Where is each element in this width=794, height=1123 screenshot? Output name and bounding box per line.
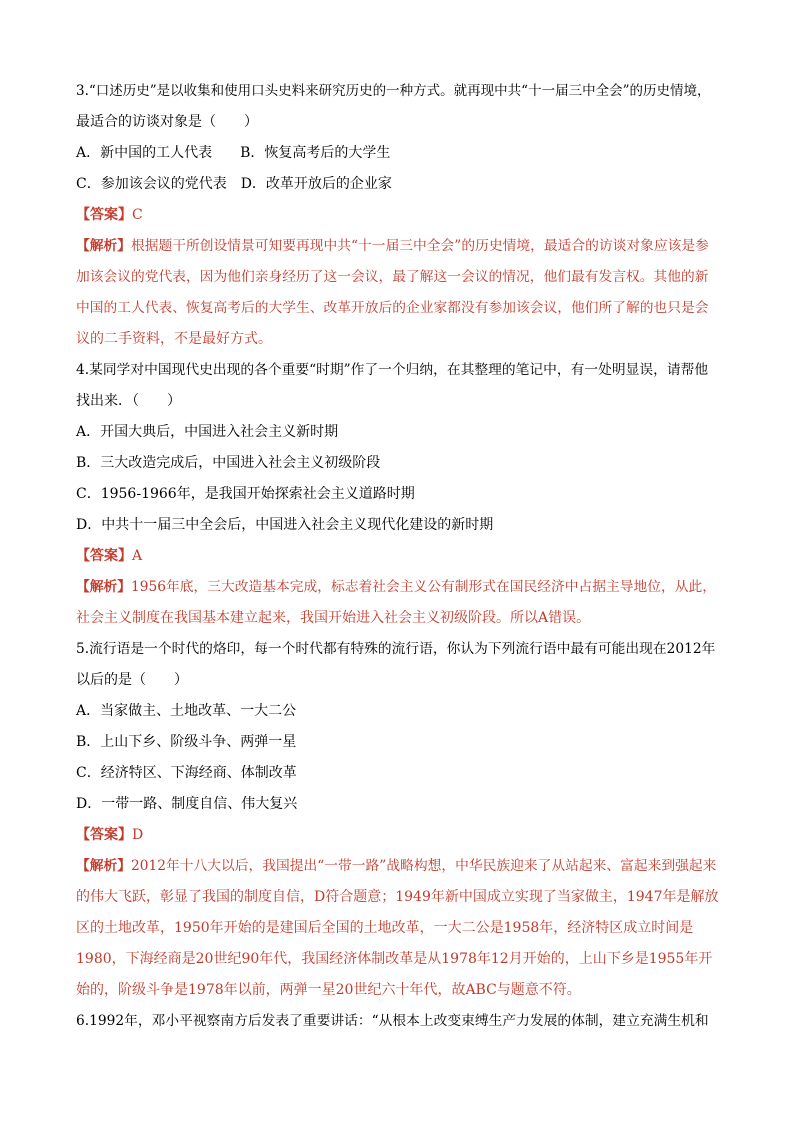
q6-stem: 6.1992年，邓小平视察南方后发表了重要讲话：“从根本上改变束缚生产力发展的体制，建立充满生机和 (76, 1013, 709, 1029)
analysis-label: 【解析】 (76, 579, 132, 595)
q4-stem: 4.某同学对中国现代史出现的各个重要“时期”作了一个归纳，在其整理的笔记中，有一处明显误，请帮他 (76, 362, 709, 378)
q5-analysis: 的伟大飞跃，彰显了我国的制度自信，D符合题意；1949年新中国成立实现了当家做主，1947年是解放 (76, 889, 719, 905)
q4-answer (76, 541, 718, 572)
q3-analysis: 中国的工人代表、恢复高考后的大学生、改革开放后的企业家都没有参加该会议，他们所了解的也只是会 (76, 300, 709, 316)
analysis-text: 1956年底，三大改造基本完成，标志着社会主义公有制形式在国民经济中占据主导地位，从此， (131, 579, 717, 595)
document-page (76, 76, 718, 1037)
analysis-label: 【解析】 (76, 858, 132, 874)
q3-analysis: 议的二手资料，不是最好方式。 (76, 331, 272, 347)
q3-analysis (76, 231, 718, 262)
q5-analysis: 1980，下海经商是20世纪90年代，我国经济体制改革是从1978年12月开始的，上山下乡是1955年开 (76, 951, 713, 967)
q3-answer (76, 200, 718, 231)
answer-value: D (132, 827, 144, 843)
q5-option-a: A．当家做主、土地改革、一大二公 (76, 703, 297, 719)
answer-label: 【答案】 (76, 207, 132, 223)
q4-option-a: A．开国大典后，中国进入社会主义新时期 (76, 424, 339, 440)
q3-stem: 最适合的访谈对象是（ ） (76, 114, 258, 130)
answer-label: 【答案】 (76, 548, 132, 564)
q3-stem: 3.“口述历史”是以收集和使用口头史料来研究历史的一种方式。就再现中共“十一届三中全会”的历史情境， (76, 83, 711, 99)
q5-option-b: B．上山下乡、阶级斗争、两弹一星 (76, 734, 297, 750)
q3-options: C．参加该会议的党代表 D．改革开放后的企业家 (76, 176, 392, 192)
q3-options: A．新中国的工人代表 B．恢复高考后的大学生 (76, 145, 391, 161)
answer-value: C (132, 207, 143, 223)
q5-option-d: D．一带一路、制度自信、伟大复兴 (76, 796, 298, 812)
answer-label: 【答案】 (76, 827, 132, 843)
q5-answer (76, 820, 718, 851)
q5-analysis: 区的土地改革，1950年开始的是建国后全国的土地改革，一大二公是1958年，经济特区成立时间是 (76, 920, 694, 936)
q3-analysis: 加该会议的党代表，因为他们亲身经历了这一会议，最了解这一会议的情况，他们最有发言权。其他的新 (76, 269, 709, 285)
q4-option-d: D．中共十一届三中全会后，中国进入社会主义现代化建设的新时期 (76, 517, 494, 533)
q5-stem: 以后的是（ ） (76, 672, 188, 688)
analysis-text: 根据题干所创设情景可知要再现中共“十一届三中全会”的历史情境，最适合的访谈对象应该是参 (131, 238, 709, 254)
q5-option-c: C．经济特区、下海经商、体制改革 (76, 765, 297, 781)
analysis-text: 2012年十八大以后，我国提出“一带一路”战略构想，中华民族迎来了从站起来、富起来到强起来 (131, 858, 717, 874)
q5-analysis: 始的，阶级斗争是1978年以前，两弹一星20世纪六十年代，故ABC与题意不符。 (76, 982, 581, 998)
q4-option-c: C．1956-1966年，是我国开始探索社会主义道路时期 (76, 486, 415, 502)
analysis-label: 【解析】 (76, 238, 132, 254)
q4-option-b: B．三大改造完成后，中国进入社会主义初级阶段 (76, 455, 381, 471)
answer-value: A (132, 548, 143, 564)
q4-analysis: 社会主义制度在我国基本建立起来，我国开始进入社会主义初级阶段。所以A错误。 (76, 610, 591, 626)
q5-stem: 5.流行语是一个时代的烙印，每一个时代都有特殊的流行语，你认为下列流行语中最有可能出现在2012年 (76, 641, 716, 657)
q4-stem: 找出来．（ ） (76, 393, 181, 409)
q4-analysis (76, 572, 718, 603)
q5-analysis (76, 851, 718, 882)
